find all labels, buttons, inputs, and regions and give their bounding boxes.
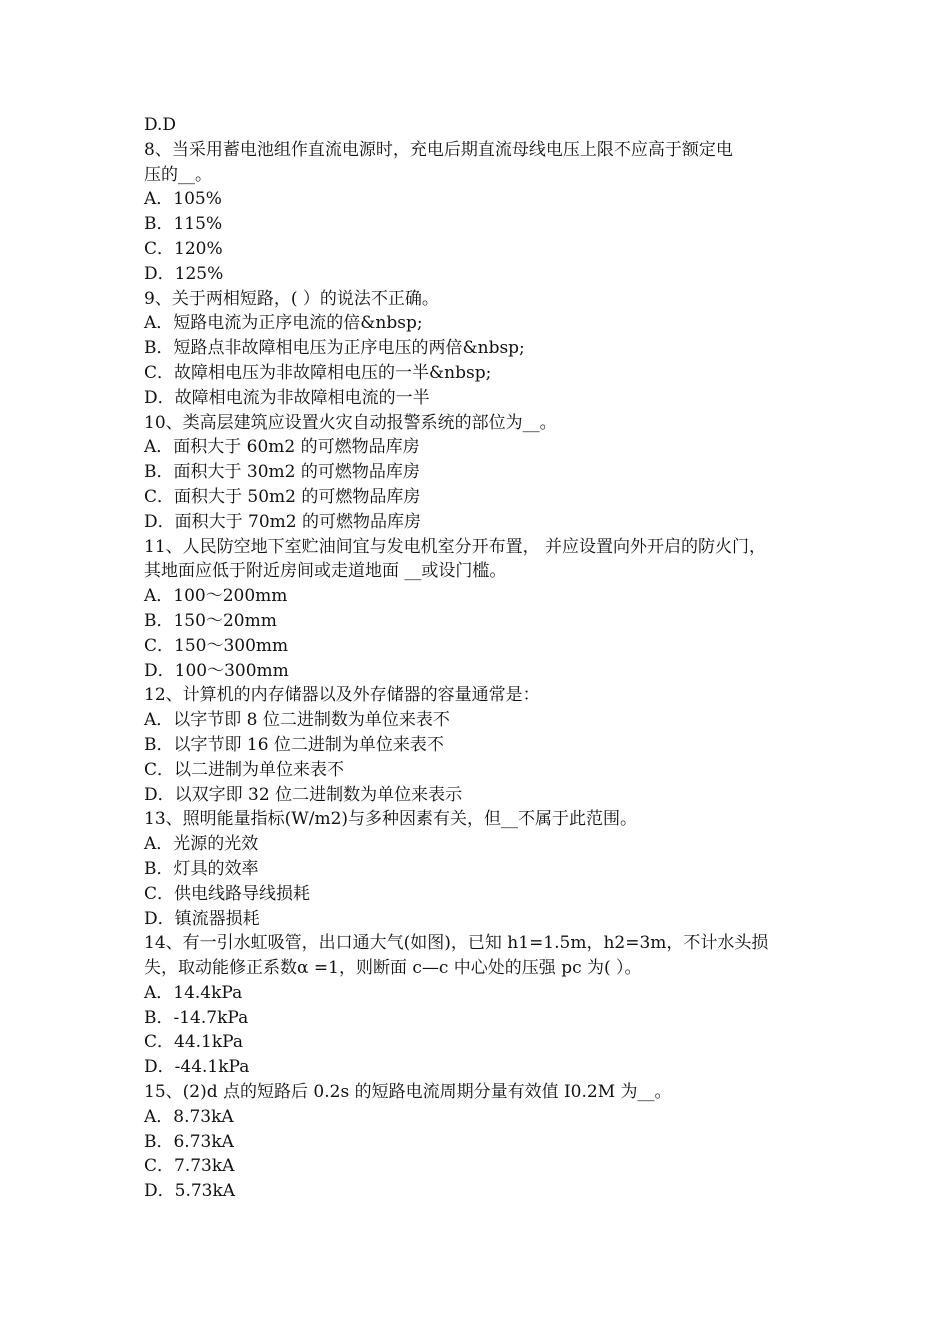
question-10-option-b: B．面积大于 30m2 的可燃物品库房 <box>144 462 420 483</box>
question-10-option-a: A．面积大于 60m2 的可燃物品库房 <box>144 437 420 458</box>
question-13-text: 13、照明能量指标(W/m2)与多种因素有关，但__不属于此范围。 <box>144 809 638 830</box>
question-11-text: 11、人民防空地下室贮油间宜与发电机室分开布置， 并应设置向外开启的防火门， <box>144 536 767 557</box>
question-11-option-c: C．150～300mm <box>144 635 289 656</box>
question-14-option-b: B．-14.7kPa <box>144 1007 249 1028</box>
question-14-option-d: D．-44.1kPa <box>144 1057 250 1078</box>
question-13-option-c: C．供电线路导线损耗 <box>144 883 311 904</box>
answer-line-prev: D.D <box>144 115 177 135</box>
question-13-option-a: A．光源的光效 <box>144 834 259 855</box>
question-14-text-cont: 失，取动能修正系数α =1，则断面 c—c 中心处的压强 pc 为( ）。 <box>144 958 642 979</box>
question-15-option-d: D．5.73kA <box>144 1181 236 1202</box>
question-11-option-b: B．150～20mm <box>144 610 277 631</box>
question-9-option-d: D．故障相电流为非故障相电流的一半 <box>144 387 430 408</box>
question-12-option-b: B．以字节即 16 位二进制为单位来表不 <box>144 734 444 755</box>
question-15-text: 15、(2)d 点的短路后 0.2s 的短路电流周期分量有效值 I0.2M 为__。 <box>144 1082 672 1103</box>
question-13-option-b: B．灯具的效率 <box>144 858 259 879</box>
question-9-option-b: B．短路点非故障相电压为正序电压的两倍&nbsp; <box>144 338 525 359</box>
document-page <box>144 113 824 1204</box>
question-15-option-a: A．8.73kA <box>144 1106 234 1127</box>
question-12-option-c: C．以二进制为单位来表不 <box>144 759 345 780</box>
question-10-option-c: C．面积大于 50m2 的可燃物品库房 <box>144 486 421 507</box>
question-14-option-a: A．14.4kPa <box>144 982 243 1003</box>
question-13-option-d: D．镇流器损耗 <box>144 908 260 929</box>
question-9-option-a: A．短路电流为正序电流的倍&nbsp; <box>144 313 423 334</box>
question-8-option-a: A．105% <box>144 189 222 210</box>
question-8-option-d: D．125% <box>144 263 224 284</box>
question-9-text: 9、关于两相短路，( ）的说法不正确。 <box>144 288 439 309</box>
question-9-option-c: C．故障相电压为非故障相电压的一半&nbsp; <box>144 362 492 383</box>
question-8-text-cont: 压的__。 <box>144 164 212 185</box>
question-14-option-c: C．44.1kPa <box>144 1032 243 1053</box>
question-11-text-cont: 其地面应低于附近房间或走道地面 __或设门槛。 <box>144 561 507 582</box>
question-11-option-d: D．100～300mm <box>144 660 289 681</box>
question-10-text: 10、类高层建筑应设置火灾自动报警系统的部位为__。 <box>144 412 557 433</box>
question-8-option-b: B．115% <box>144 214 223 235</box>
question-8-option-c: C．120% <box>144 238 223 259</box>
question-11-option-a: A．100～200mm <box>144 586 288 607</box>
question-14-text: 14、有一引水虹吸管，出口通大气(如图)，已知 h1=1.5m，h2=3m，不计水头损 <box>144 933 769 954</box>
question-10-option-d: D．面积大于 70m2 的可燃物品库房 <box>144 511 422 532</box>
question-12-option-a: A．以字节即 8 位二进制数为单位来表不 <box>144 710 450 731</box>
question-12-text: 12、计算机的内存储器以及外存储器的容量通常是： <box>144 685 540 706</box>
question-8-text: 8、当采用蓄电池组作直流电源时，充电后期直流母线电压上限不应高于额定电 <box>144 139 733 160</box>
question-15-option-c: C．7.73kA <box>144 1156 235 1177</box>
question-15-option-b: B．6.73kA <box>144 1131 234 1152</box>
question-12-option-d: D．以双字即 32 位二进制数为单位来表示 <box>144 784 463 805</box>
